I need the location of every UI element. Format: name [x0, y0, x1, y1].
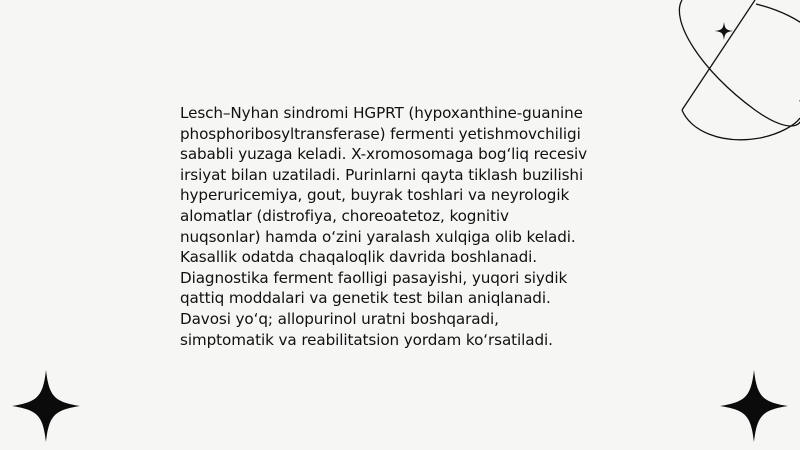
orbit-lines-icon — [660, 0, 800, 145]
body-line: Lesch–Nyhan sindromi HGPRT (hypoxanthine-guanine — [180, 104, 583, 122]
body-line: hyperuricemiya, gout, buyrak toshlari va neyrologik — [180, 186, 570, 205]
body-text — [180, 103, 650, 350]
star-right-icon — [720, 370, 788, 442]
body-line: sababli yuzaga keladi. X-xromosomaga bog‘liq recesiv — [180, 145, 588, 164]
body-line: simptomatik va reabilitatsion yordam ko‘rsatiladi. — [180, 330, 553, 349]
body-line: alomatlar (distrofiya, choreoatetoz, kognitiv — [180, 206, 509, 225]
body-line: Davosi yo‘q; allopurinol uratni boshqaradi, — [180, 309, 499, 328]
body-line: qattiq moddalari va genetik test bilan aniqlanadi. — [180, 289, 551, 308]
body-line: Kasallik odatda chaqaloqlik davrida boshlanadi. — [180, 248, 538, 267]
body-line: Diagnostika ferment faolligi pasayishi, yuqori siydik — [180, 268, 568, 287]
star-left-icon — [12, 370, 80, 442]
body-line: phosphoribosyltransferase) fermenti yetishmovchiligi — [180, 124, 581, 143]
body-line: irsiyat bilan uzatiladi. Purinlarni qayta tiklash buzilishi — [180, 165, 584, 184]
body-line: nuqsonlar) hamda o‘zini yaralash xulqiga olib keladi. — [180, 227, 576, 246]
